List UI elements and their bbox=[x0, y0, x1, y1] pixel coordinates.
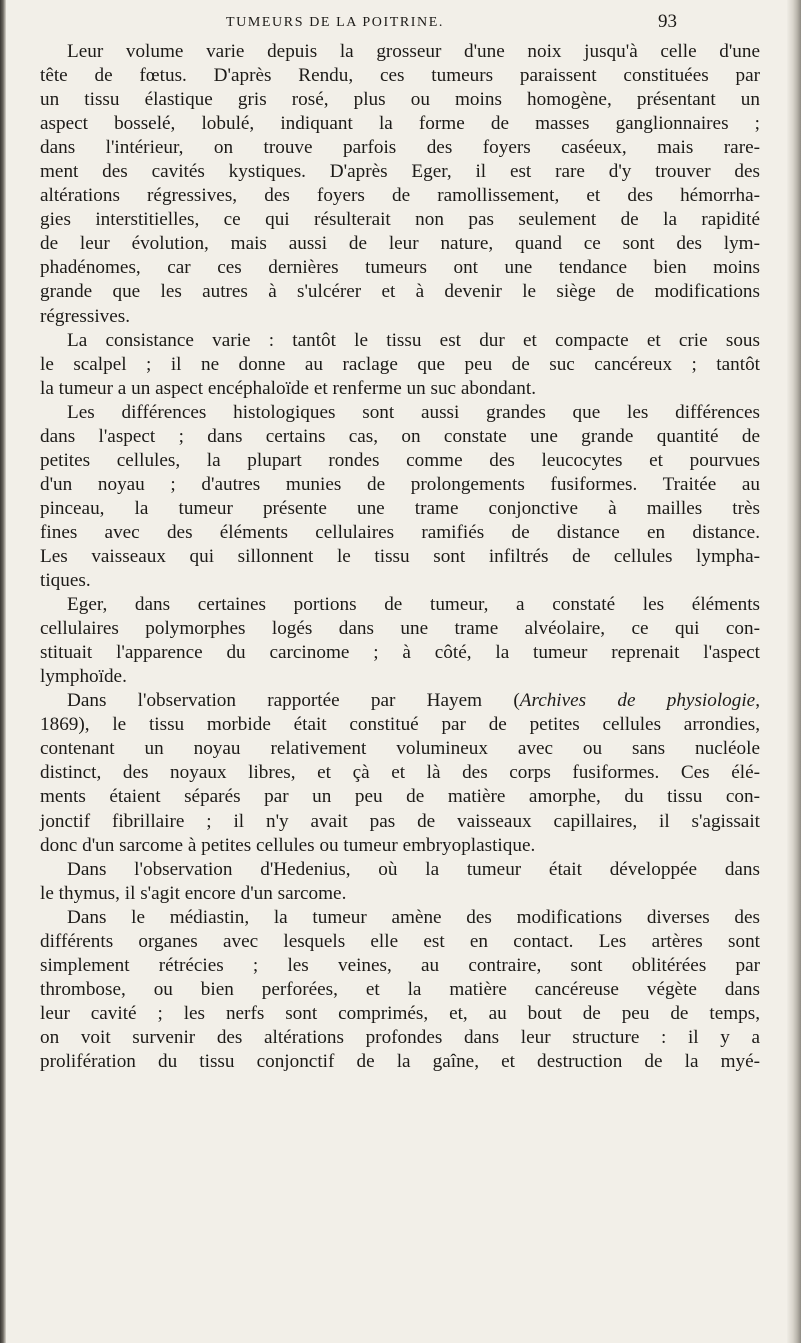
text-line: Les vaisseaux qui sillonnent le tissu sont infiltrés de cellules lympha- bbox=[40, 545, 760, 567]
text-line: dans l'intérieur, on trouve parfois des foyers caséeux, mais rare- bbox=[40, 137, 760, 159]
text-line-with-citation bbox=[40, 689, 760, 713]
text-line: dans l'aspect ; dans certains cas, on constate une grande quantité de bbox=[40, 425, 760, 447]
page-header bbox=[0, 11, 801, 37]
page-left-edge bbox=[0, 0, 6, 1343]
text-line: thrombose, ou bien perforées, et la matière cancéreuse végète dans bbox=[40, 978, 760, 1000]
text-line: gies interstitielles, ce qui résulterait non pas seulement de la rapidité bbox=[40, 209, 760, 231]
text-line: Dans l'observation d'Hedenius, où la tumeur était développée dans bbox=[67, 858, 760, 880]
text-line: tiques. bbox=[40, 570, 91, 592]
text-line: grande que les autres à s'ulcérer et à devenir le siège de modifications bbox=[40, 281, 760, 303]
text-line: Leur volume varie depuis la grosseur d'une noix jusqu'à celle d'une bbox=[67, 41, 760, 62]
text-line: petites cellules, la plupart rondes comme des leucocytes et pourvues bbox=[40, 449, 760, 471]
page-number: 93 bbox=[658, 11, 677, 32]
text-line: Les différences histologiques sont aussi grandes que les différences bbox=[67, 401, 760, 423]
text-line: simplement rétrécies ; les veines, au contraire, sont oblitérées par bbox=[40, 954, 760, 976]
text-line: un tissu élastique gris rosé, plus ou moins homogène, présentant un bbox=[40, 89, 760, 111]
text-line: donc d'un sarcome à petites cellules ou tumeur embryoplastique. bbox=[40, 834, 536, 856]
text-line: altérations régressives, des foyers de ramollissement, et des hémorrha- bbox=[40, 185, 760, 207]
text-line: stituait l'apparence du carcinome ; à côté, la tumeur reprenait l'aspect bbox=[40, 642, 760, 664]
text-line: contenant un noyau relativement volumineux avec ou sans nucléole bbox=[40, 738, 760, 760]
text-line: La consistance varie : tantôt le tissu est dur et compacte et crie sous bbox=[67, 329, 760, 351]
text-line: Dans le médiastin, la tumeur amène des modifications diverses des bbox=[67, 906, 760, 928]
page-right-edge bbox=[787, 0, 801, 1343]
text-line: Eger, dans certaines portions de tumeur, a constaté les éléments bbox=[67, 594, 760, 616]
text-line: ments étaient séparés par un peu de matière amorphe, du tissu con- bbox=[40, 786, 760, 808]
text-span: Dans l'observation rapportée par Hayem ( bbox=[67, 690, 520, 712]
text-line: pinceau, la tumeur présente une trame conjonctive à mailles très bbox=[40, 497, 760, 519]
text-line: leur cavité ; les nerfs sont comprimés, et, au bout de peu de temps, bbox=[40, 1002, 760, 1024]
text-line: le thymus, il s'agit encore d'un sarcome. bbox=[40, 882, 347, 904]
text-line: ment des cavités kystiques. D'après Eger, il est rare d'y trouver des bbox=[40, 161, 760, 183]
journal-title: Archives de physiologie bbox=[519, 690, 756, 712]
text-line: cellulaires polymorphes logés dans une trame alvéolaire, ce qui con- bbox=[40, 618, 760, 640]
text-line: fines avec des éléments cellulaires ramifiés de distance en distance. bbox=[40, 521, 760, 543]
running-title: TUMEURS DE LA POITRINE. bbox=[226, 15, 445, 30]
text-line: aspect bosselé, lobulé, indiquant la forme de masses ganglionnaires ; bbox=[40, 113, 760, 135]
text-line: tête de fœtus. D'après Rendu, ces tumeurs paraissent constituées par bbox=[40, 65, 760, 87]
text-line: on voit survenir des altérations profondes dans leur structure : il y a bbox=[40, 1026, 760, 1048]
text-line: la tumeur a un aspect encéphaloïde et renferme un suc abondant. bbox=[40, 377, 536, 399]
text-line: lymphoïde. bbox=[40, 666, 127, 688]
text-line: le scalpel ; il ne donne au raclage que peu de suc cancéreux ; tantôt bbox=[40, 353, 760, 375]
text-line: prolifération du tissu conjonctif de la gaîne, et destruction de la myé- bbox=[40, 1050, 760, 1072]
text-line: jonctif fibrillaire ; il n'y avait pas de vaisseaux capillaires, il s'agissait bbox=[40, 810, 760, 832]
body-text bbox=[40, 40, 760, 1074]
text-line: distinct, des noyaux libres, et çà et là des corps fusiformes. Ces élé- bbox=[40, 762, 760, 784]
text-line: de leur évolution, mais aussi de leur nature, quand ce sont des lym- bbox=[40, 233, 760, 255]
text-span: , bbox=[755, 690, 760, 712]
text-line: d'un noyau ; d'autres munies de prolongements fusiformes. Traitée au bbox=[40, 473, 760, 495]
text-line: phadénomes, car ces dernières tumeurs ont une tendance bien moins bbox=[40, 257, 760, 279]
text-line: régressives. bbox=[40, 305, 131, 327]
text-line: différents organes avec lesquels elle est en contact. Les artères sont bbox=[40, 930, 760, 952]
text-line: 1869), le tissu morbide était constitué par de petites cellules arrondies, bbox=[40, 714, 760, 736]
